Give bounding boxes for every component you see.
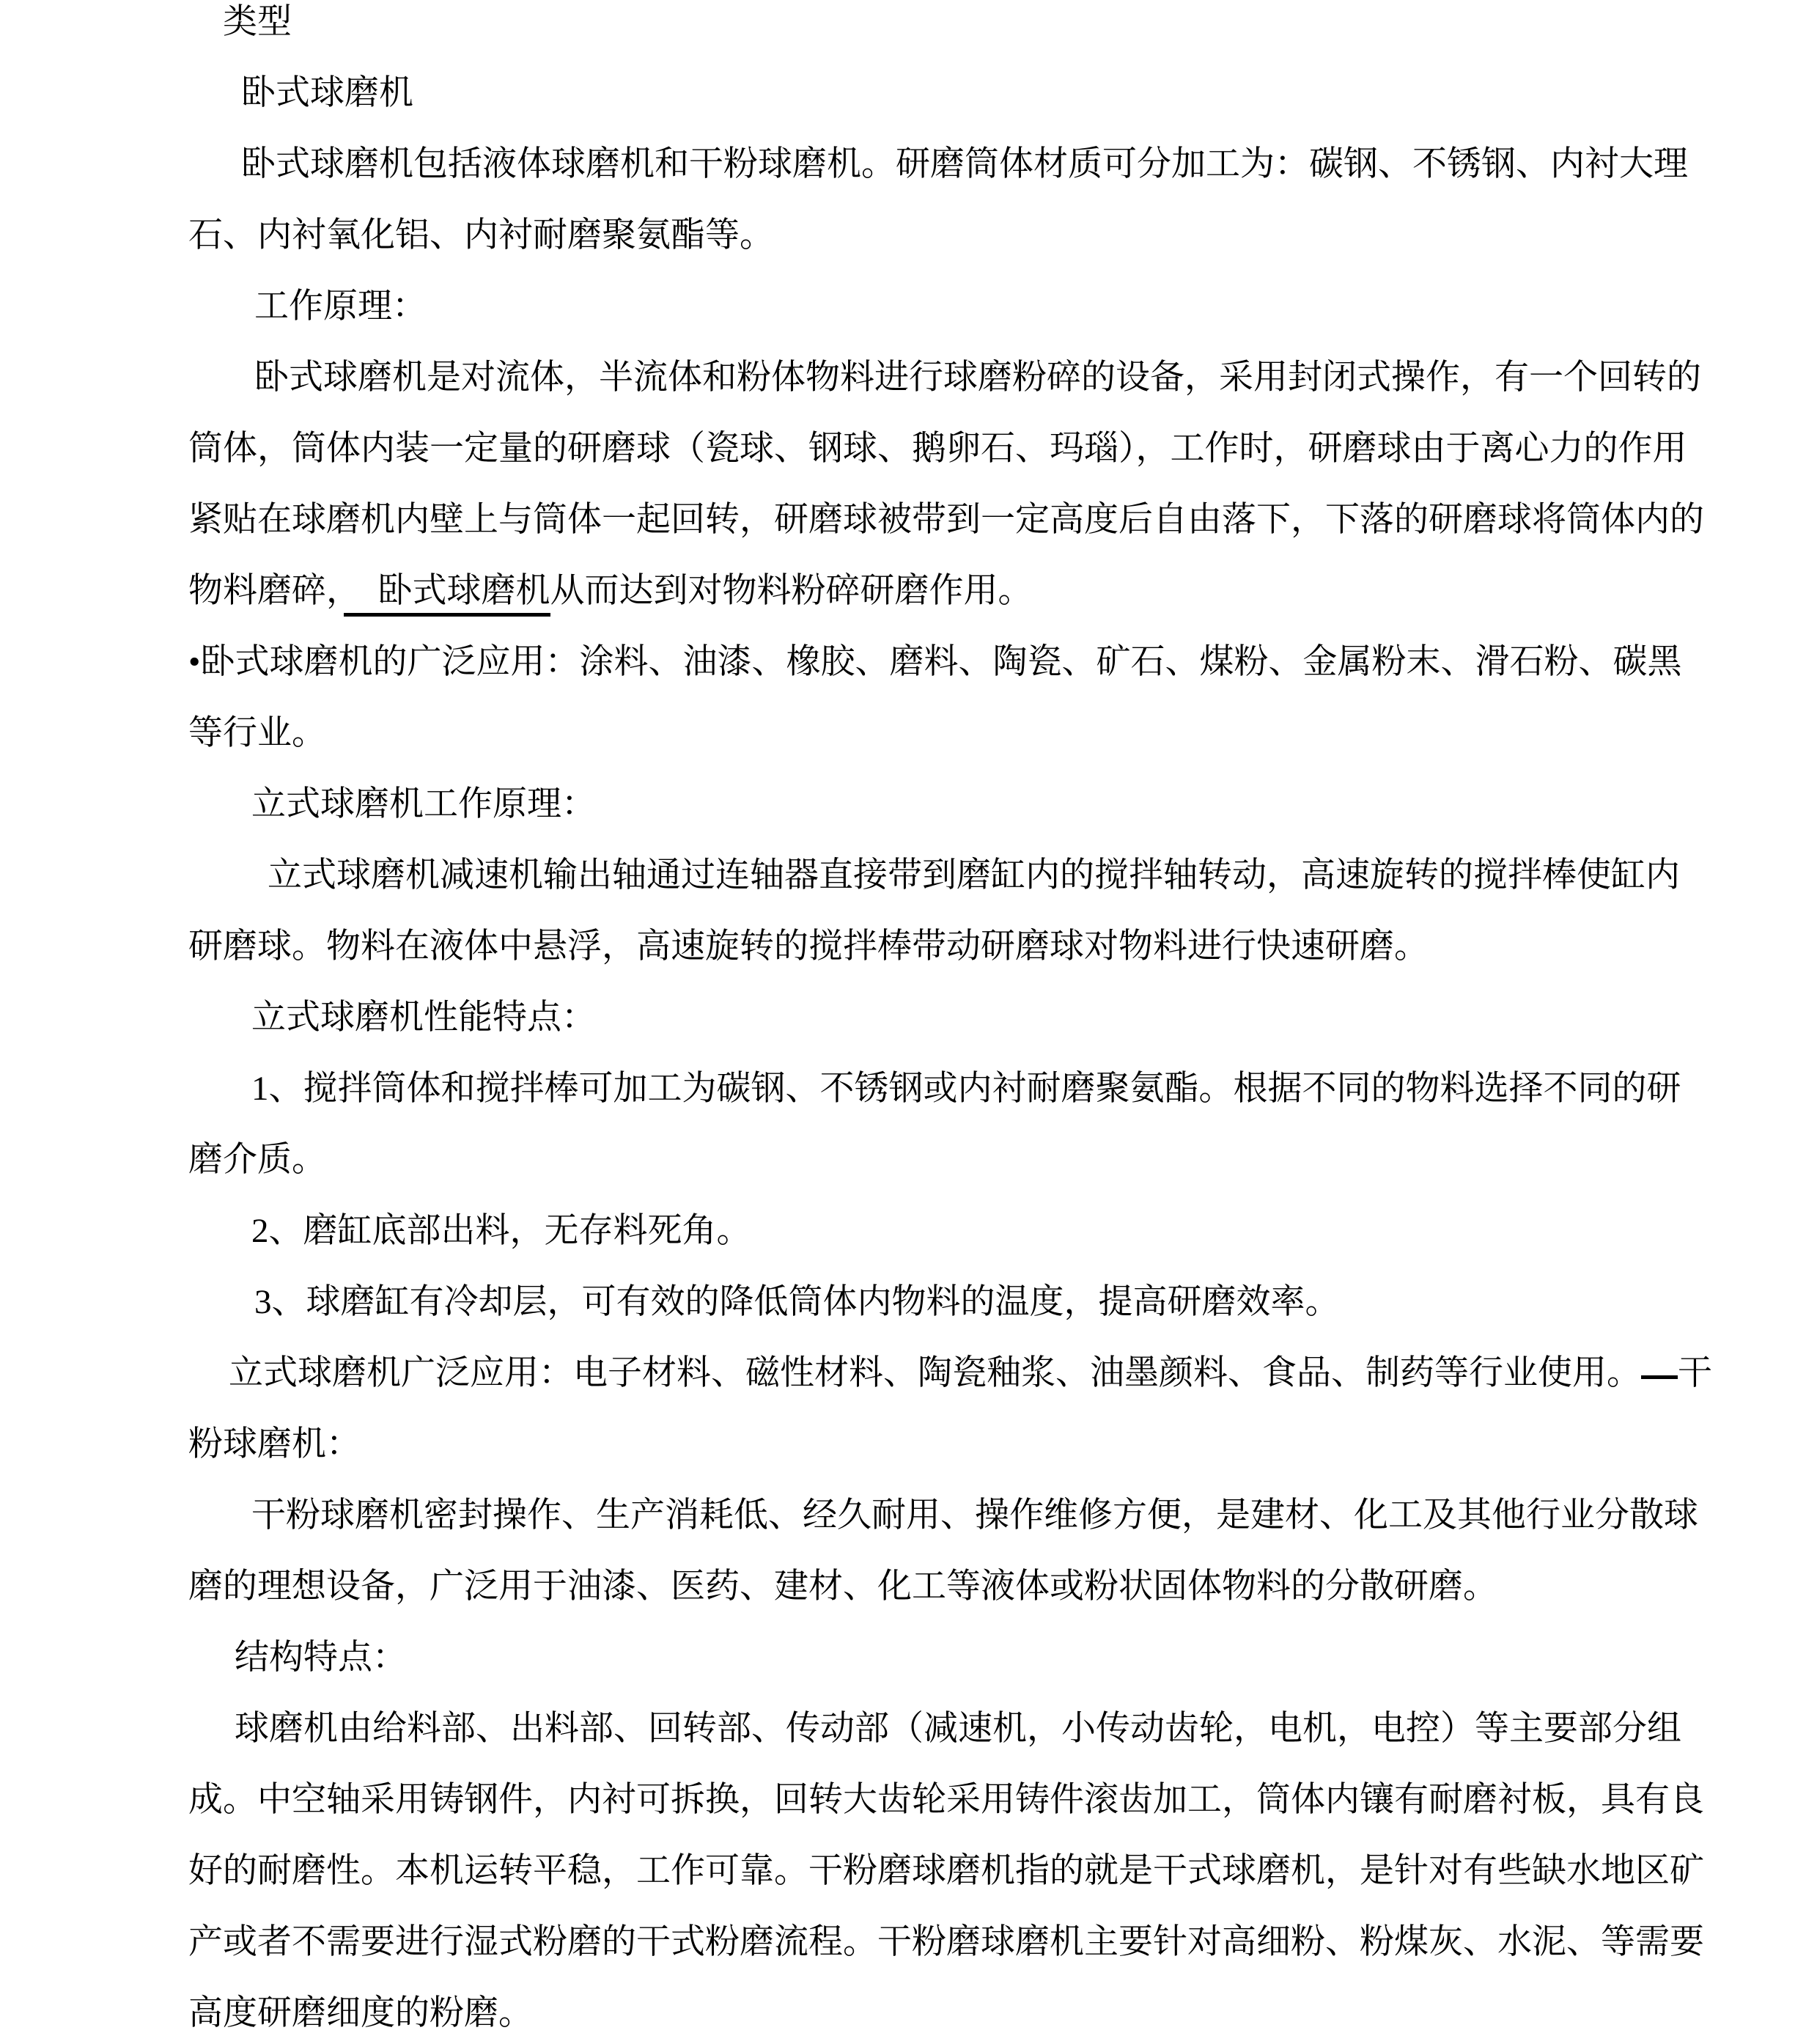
doc-text: 3、球磨缸有冷却层，可有效的降低筒体内物料的温度，提高研磨效率。 bbox=[254, 1283, 1340, 1321]
doc-text: 1、搅拌筒体和搅拌棒可加工为碳钢、不锈钢或内衬耐磨聚氨酯。根据不同的物料选择不同的研 bbox=[251, 1070, 1681, 1108]
doc-text: 磨介质。 bbox=[188, 1141, 326, 1179]
doc-text: 粉球磨机： bbox=[188, 1425, 361, 1463]
doc-line bbox=[188, 1054, 1728, 1125]
doc-text: 产或者不需要进行湿式粉磨的干式粉磨流程。干粉磨球磨机主要针对高细粉、粉煤灰、水泥、等需要 bbox=[188, 1923, 1704, 1961]
doc-text: 石、内衬氧化铝、内衬耐磨聚氨酯等。 bbox=[188, 216, 774, 254]
document-body bbox=[188, 0, 1728, 2044]
doc-line bbox=[188, 1907, 1728, 1978]
doc-text: 卧式球磨机 bbox=[241, 74, 413, 112]
doc-line-bulleted bbox=[188, 627, 1728, 698]
doc-text: 立式球磨机减速机输出轴通过连轴器直接带到磨缸内的搅拌轴转动，高速旋转的搅拌棒使缸内 bbox=[268, 856, 1680, 894]
doc-line bbox=[188, 982, 1728, 1054]
doc-line bbox=[188, 1978, 1728, 2044]
underlined-space bbox=[1641, 1338, 1678, 1379]
doc-text: 2、磨缸底部出料，无存料死角。 bbox=[251, 1212, 751, 1250]
doc-text: 等行业。 bbox=[188, 714, 326, 752]
doc-line bbox=[188, 485, 1728, 556]
doc-text: 成。中空轴采用铸钢件，内衬可拆换，回转大齿轮采用铸件滚齿加工，筒体内镶有耐磨衬板，具有良 bbox=[188, 1781, 1704, 1819]
doc-text: 立式球磨机广泛应用：电子材料、磁性材料、陶瓷釉浆、油墨颜料、食品、制药等行业使用。 bbox=[229, 1354, 1641, 1392]
doc-text: 研磨球。物料在液体中悬浮，高速旋转的搅拌棒带动研磨球对物料进行快速研磨。 bbox=[188, 927, 1429, 966]
doc-text: 物料磨碎， bbox=[188, 572, 344, 610]
underlined-text: 卧式球磨机 bbox=[344, 572, 550, 617]
doc-line bbox=[188, 698, 1728, 769]
doc-line bbox=[188, 129, 1728, 200]
doc-line bbox=[188, 840, 1728, 911]
doc-text: 结构特点： bbox=[235, 1639, 407, 1677]
doc-text: 从而达到对物料粉碎研磨作用。 bbox=[550, 572, 1033, 610]
doc-text: 干粉球磨机密封操作、生产消耗低、经久耐用、操作维修方便，是建材、化工及其他行业分散球 bbox=[251, 1496, 1698, 1534]
doc-line bbox=[188, 1338, 1728, 1409]
doc-line bbox=[188, 1196, 1728, 1267]
doc-text: 干 bbox=[1678, 1354, 1712, 1392]
doc-text: 立式球磨机工作原理： bbox=[251, 785, 596, 823]
doc-line bbox=[188, 1125, 1728, 1196]
doc-line bbox=[188, 1409, 1728, 1480]
doc-line bbox=[188, 769, 1728, 840]
doc-text: 紧贴在球磨机内壁上与筒体一起回转，研磨球被带到一定高度后自由落下，下落的研磨球将筒体内的 bbox=[188, 501, 1704, 539]
doc-line bbox=[188, 1836, 1728, 1907]
doc-text: 立式球磨机性能特点： bbox=[251, 999, 596, 1037]
doc-line bbox=[188, 911, 1728, 982]
doc-line bbox=[188, 271, 1728, 342]
doc-text: 好的耐磨性。本机运转平稳，工作可靠。干粉磨球磨机指的就是干式球磨机，是针对有些缺水地区矿 bbox=[188, 1852, 1704, 1890]
doc-line bbox=[188, 200, 1728, 271]
doc-text: 高度研磨细度的粉磨。 bbox=[188, 1994, 533, 2032]
doc-line bbox=[188, 1694, 1728, 1765]
doc-text: •卧式球磨机的广泛应用：涂料、油漆、橡胶、磨料、陶瓷、矿石、煤粉、金属粉末、滑石粉、碳黑 bbox=[188, 643, 1682, 681]
doc-text: 卧式球磨机包括液体球磨机和干粉球磨机。研磨筒体材质可分加工为：碳钢、不锈钢、内衬大理 bbox=[241, 145, 1688, 183]
doc-text: 工作原理： bbox=[254, 287, 427, 326]
doc-line bbox=[188, 1622, 1728, 1694]
doc-text: 类型 bbox=[223, 3, 292, 41]
doc-line bbox=[188, 342, 1728, 413]
doc-line bbox=[188, 1480, 1728, 1551]
doc-line bbox=[188, 556, 1728, 627]
doc-line bbox=[188, 1765, 1728, 1836]
doc-line bbox=[188, 1267, 1728, 1338]
doc-text: 磨的理想设备，广泛用于油漆、医药、建材、化工等液体或粉状固体物料的分散研磨。 bbox=[188, 1567, 1497, 1606]
doc-text: 卧式球磨机是对流体，半流体和粉体物料进行球磨粉碎的设备，采用封闭式操作，有一个回转的 bbox=[254, 359, 1701, 397]
doc-line bbox=[188, 0, 1728, 58]
doc-text: 筒体，筒体内装一定量的研磨球（瓷球、钢球、鹅卵石、玛瑙），工作时，研磨球由于离心力的作用 bbox=[188, 430, 1687, 468]
doc-line bbox=[188, 1551, 1728, 1622]
doc-line bbox=[188, 413, 1728, 485]
doc-text: 球磨机由给料部、出料部、回转部、传动部（减速机，小传动齿轮，电机，电控）等主要部分组 bbox=[235, 1710, 1681, 1748]
doc-line bbox=[188, 58, 1728, 129]
